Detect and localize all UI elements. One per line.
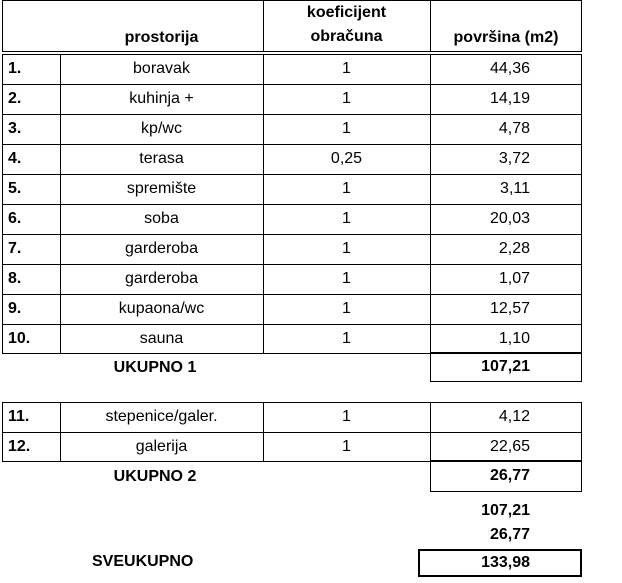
row-number: 2.	[8, 90, 22, 107]
row-coefficient: 1	[342, 60, 351, 77]
row-area: 1,07	[498, 270, 530, 287]
row-number: 6.	[8, 210, 22, 227]
row-coefficient: 1	[342, 90, 351, 107]
row-room: terasa	[139, 150, 184, 167]
row-number: 5.	[8, 180, 22, 197]
row-number: 11.	[8, 408, 30, 425]
row-coefficient: 1	[342, 210, 351, 227]
row-room: stepenice/galer.	[105, 408, 218, 425]
row-area: 3,72	[498, 150, 530, 167]
row-area: 22,65	[489, 438, 530, 455]
grand-total-value: 133,98	[481, 554, 530, 571]
row-number: 7.	[8, 240, 22, 257]
row-number: 1.	[8, 60, 22, 77]
header-coef-line2: obračuna	[310, 28, 383, 45]
header-area: površina (m2)	[453, 29, 559, 46]
header-coef-line1: koeficijent	[306, 4, 387, 21]
row-room: boravak	[133, 60, 190, 77]
row-number: 12.	[8, 438, 31, 455]
row-coefficient: 1	[342, 438, 351, 455]
row-coefficient: 1	[342, 120, 351, 137]
row-coefficient: 1	[342, 240, 351, 257]
total2-value: 26,77	[489, 467, 530, 484]
header-room: prostorija	[124, 29, 199, 46]
row-room: kupaona/wc	[118, 300, 205, 317]
row-coefficient: 1	[342, 180, 351, 197]
row-coefficient: 1	[342, 300, 351, 317]
summary-line2: 26,77	[489, 526, 530, 543]
row-area: 1,10	[498, 330, 530, 347]
row-room: galerija	[135, 438, 188, 455]
row-coefficient: 1	[342, 408, 351, 425]
grand-total-label: SVEUKUPNO	[92, 553, 194, 570]
total1-label: UKUPNO 1	[113, 359, 197, 376]
row-area: 4,78	[498, 120, 530, 137]
total1-value: 107,21	[481, 358, 530, 375]
row-number: 10.	[8, 330, 31, 347]
row-area: 14,19	[489, 90, 530, 107]
row-number: 3.	[8, 120, 22, 137]
row-coefficient: 0,25	[330, 150, 363, 167]
row-room: garderoba	[125, 240, 198, 257]
row-number: 9.	[8, 300, 22, 317]
row-area: 12,57	[489, 300, 530, 317]
row-room: kuhinja +	[129, 90, 194, 107]
row-number: 4.	[8, 150, 22, 167]
total2-label: UKUPNO 2	[113, 468, 197, 485]
row-coefficient: 1	[342, 330, 351, 347]
row-room: sauna	[139, 330, 184, 347]
row-coefficient: 1	[342, 270, 351, 287]
row-number: 8.	[8, 270, 22, 287]
row-room: soba	[144, 210, 179, 227]
row-room: kp/wc	[141, 120, 182, 137]
row-area: 44,36	[489, 60, 530, 77]
row-area: 20,03	[489, 210, 530, 227]
row-area: 3,11	[500, 180, 530, 197]
row-area: 2,28	[498, 240, 530, 257]
row-area: 4,12	[498, 408, 530, 425]
row-room: spremište	[126, 180, 197, 197]
summary-line1: 107,21	[481, 502, 530, 519]
row-room: garderoba	[125, 270, 198, 287]
